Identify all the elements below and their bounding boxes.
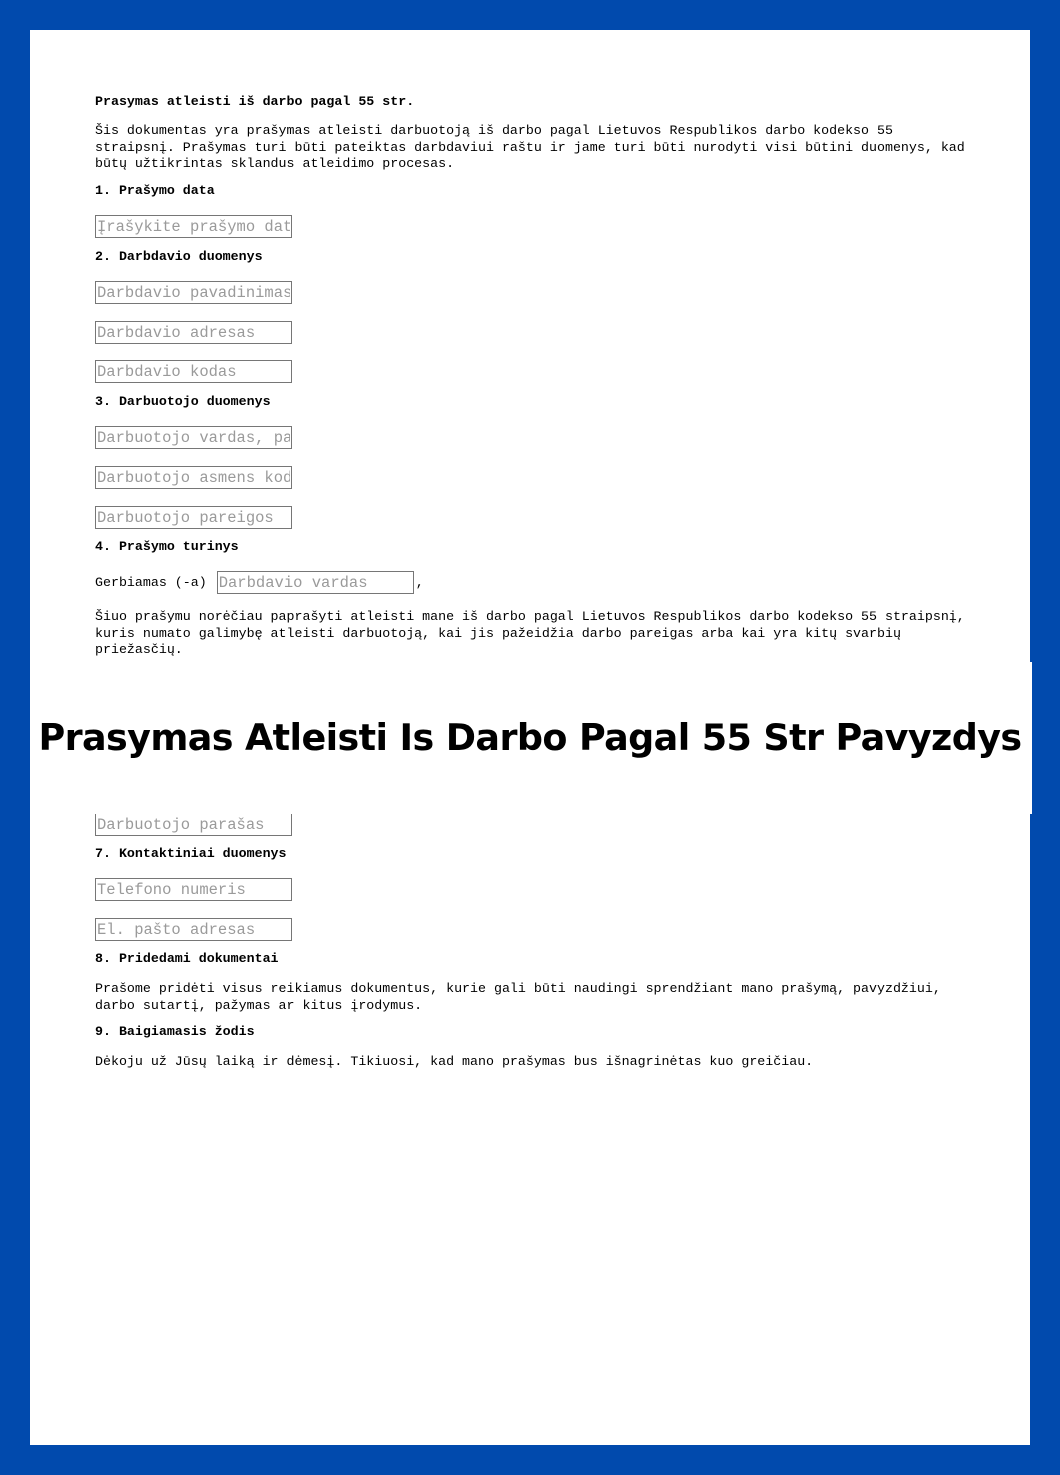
employer-address-field[interactable]	[95, 321, 292, 344]
document-page	[30, 30, 1030, 1445]
banner-title: Prasymas Atleisti Is Darbo Pagal 55 Str Pavyzdys	[38, 716, 1022, 759]
salutation-label: Gerbiamas (-a)	[95, 575, 207, 590]
intro-paragraph: Šis dokumentas yra prašymas atleisti darbuotoją iš darbo pagal Lietuvos Respublikos darbo kodekso 55 straipsnį. Prašymas turi būti pateiktas darbdaviui raštu ir jame turi būti nurodyti visi būtini duomenys, kad būtų užtikrintas sklandus atleidimo procesas.	[95, 123, 965, 171]
document-title: Prasymas atleisti iš darbo pagal 55 str.	[95, 94, 415, 109]
section-4-heading: 4. Prašymo turinys	[95, 539, 239, 554]
title-banner	[30, 662, 1032, 814]
attachments-paragraph: Prašome pridėti visus reikiamus dokumentus, kurie gali būti naudingi sprendžiant mano prašymą, pavyzdžiui, darbo sutartį, pažymas ar kitus įrodymus.	[95, 981, 941, 1013]
email-address-field[interactable]	[95, 918, 292, 941]
employer-salutation-name-field[interactable]	[217, 571, 414, 594]
section-9-heading: 9. Baigiamasis žodis	[95, 1024, 255, 1039]
section-1-heading: 1. Prašymo data	[95, 183, 215, 198]
section-2-heading: 2. Darbdavio duomenys	[95, 249, 263, 264]
employee-signature-field[interactable]	[95, 813, 292, 836]
salutation-line	[95, 571, 424, 594]
employer-code-field[interactable]	[95, 360, 292, 383]
employee-name-field[interactable]	[95, 426, 292, 449]
employee-personal-code-field[interactable]	[95, 466, 292, 489]
request-date-field[interactable]	[95, 215, 292, 238]
section-3-heading: 3. Darbuotojo duomenys	[95, 394, 271, 409]
employee-position-field[interactable]	[95, 506, 292, 529]
closing-paragraph: Dėkoju už Jūsų laiką ir dėmesį. Tikiuosi, kad mano prašymas bus išnagrinėtas kuo greičiau.	[95, 1054, 814, 1069]
section-8-heading: 8. Pridedami dokumentai	[95, 951, 279, 966]
section-7-heading: 7. Kontaktiniai duomenys	[95, 846, 287, 861]
phone-number-field[interactable]	[95, 878, 292, 901]
employer-name-field[interactable]	[95, 281, 292, 304]
request-body-paragraph: Šiuo prašymu norėčiau paprašyti atleisti mane iš darbo pagal Lietuvos Respublikos darbo kodekso 55 straipsnį, kuris numato galimybę atleisti darbuotoją, kai jis pažeidžia darbo pareigas arba kai yra kitų svarbių priežasčių.	[95, 609, 965, 657]
salutation-comma: ,	[415, 575, 424, 590]
